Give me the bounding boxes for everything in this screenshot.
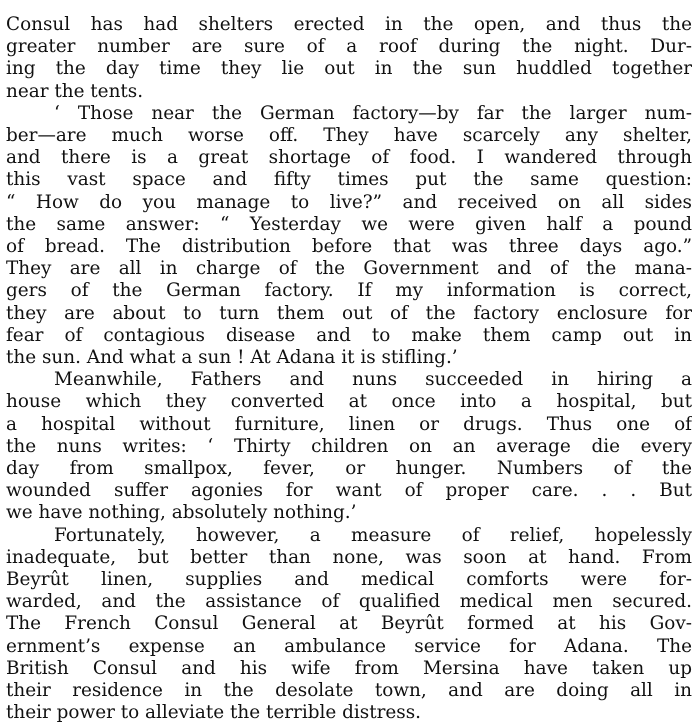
- text-line: the sun. And what a sun ! At Adana it is stifling.’: [6, 347, 458, 369]
- text-line: The French Consul General at Beyrût formed at his Gov-: [6, 613, 692, 635]
- text-line: ‘ Those near the German factory—by far the larger num-: [54, 102, 692, 124]
- text-line: their residence in the desolate town, and are doing all in: [6, 680, 692, 702]
- text-line: ber—are much worse off. They have scarcely any shelter,: [6, 125, 692, 147]
- text-line: inadequate, but better than none, was soon at hand. From: [6, 546, 692, 568]
- text-line: Fortunately, however, a measure of relief, hopelessly: [54, 524, 692, 546]
- text-line: of bread. The distribution before that was three days ago.”: [6, 236, 692, 258]
- text-line: “ How do you manage to live?” and received on all sides: [6, 191, 692, 213]
- text-line: wounded suffer agonies for want of proper care. . . But: [6, 480, 692, 502]
- document-body: [6, 14, 692, 725]
- text-line: fear of contagious disease and to make them camp out in: [6, 324, 692, 346]
- text-line: we have nothing, absolutely nothing.’: [6, 502, 357, 524]
- paragraph: [6, 103, 692, 369]
- text-line: this vast space and fifty times put the same question:: [6, 169, 692, 191]
- text-line: the nuns writes: ‘ Thirty children on an average die every: [6, 435, 692, 457]
- text-line: the same answer: “ Yesterday we were given half a pound: [6, 213, 692, 235]
- text-line: Meanwhile, Fathers and nuns succeeded in hiring a: [54, 369, 692, 391]
- text-line: they are about to turn them out of the factory enclosure for: [6, 302, 692, 324]
- text-line: a hospital without furniture, linen or drugs. Thus one of: [6, 413, 692, 435]
- paragraph: [6, 369, 692, 524]
- text-line: They are all in charge of the Government and of the mana-: [6, 258, 692, 280]
- text-line: day from smallpox, fever, or hunger. Numbers of the: [6, 458, 692, 480]
- text-line: Beyrût linen, supplies and medical comforts were for-: [6, 569, 692, 591]
- text-line: ernment’s expense an ambulance service for Adana. The: [6, 635, 692, 657]
- text-line: house which they converted at once into a hospital, but: [6, 391, 692, 413]
- text-line: gers of the German factory. If my information is correct,: [6, 280, 692, 302]
- text-line: ing the day time they lie out in the sun huddled together: [6, 58, 692, 80]
- text-line: Consul has had shelters erected in the open, and thus the: [6, 14, 692, 35]
- paragraph: [6, 525, 692, 725]
- text-line: British Consul and his wife from Mersina have taken up: [6, 657, 692, 679]
- text-line: greater number are sure of a roof during the night. Dur-: [6, 36, 692, 58]
- text-line: near the tents.: [6, 80, 144, 102]
- paragraph: [6, 14, 692, 103]
- text-line: their power to alleviate the terrible distress.: [6, 702, 421, 724]
- text-line: and there is a great shortage of food. I wandered through: [6, 147, 692, 169]
- text-line: warded, and the assistance of qualified medical men secured.: [6, 591, 692, 613]
